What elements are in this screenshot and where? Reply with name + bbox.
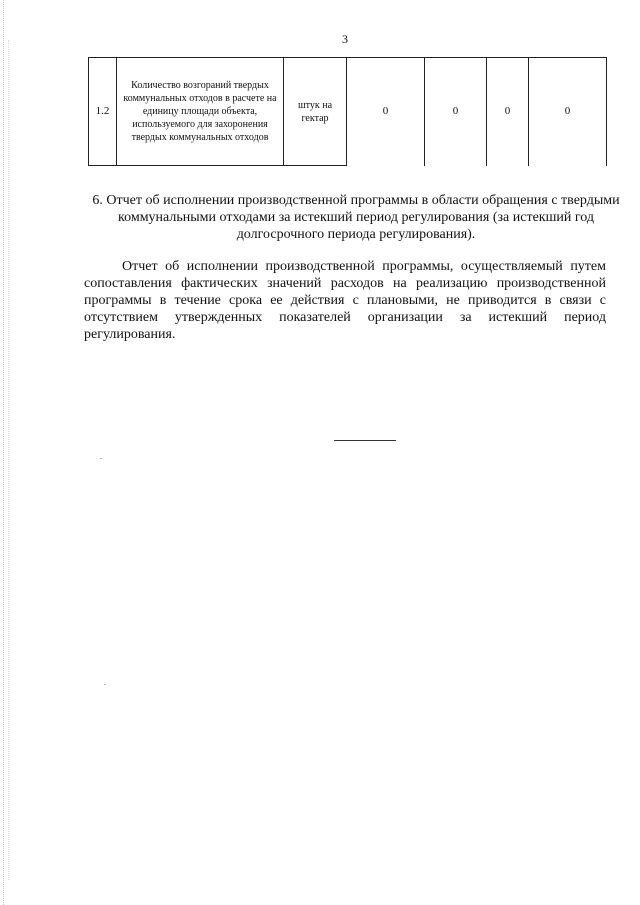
value-cell: 0 — [529, 58, 607, 166]
section-paragraph: Отчет об исполнении производственной программы, осуществляемый путем сопоставления фактических значений расходов на реализацию производственной программы в течение срока ее действия с плановыми, не приводится в связи с отсутствием утвержденных показателей организации за истекший период регулирования. — [84, 259, 606, 342]
unit-cell: штук на гектар — [284, 58, 347, 166]
value-cell: 0 — [347, 58, 425, 166]
indicator-table — [88, 57, 607, 166]
section-title: 6. Отчет об исполнении производственной программы в области обращения с твердыми коммунальными отходами за истекший период регулирования (за истекший год долгосрочного периода регулирования). — [92, 193, 620, 242]
row-number: 1.2 — [89, 58, 117, 166]
table-row — [89, 58, 607, 166]
value-cell: 0 — [425, 58, 487, 166]
page-number: 3 — [342, 32, 348, 46]
value-cell: 0 — [487, 58, 529, 166]
scan-left-edge-inner — [8, 40, 11, 880]
scan-speck — [100, 458, 102, 459]
indicator-name: Количество возгораний твердых коммунальных отходов в расчете на единицу площади объекта, используемого для захоронения твердых коммунальных отходов — [117, 58, 284, 166]
scan-speck — [104, 684, 106, 685]
end-divider — [334, 440, 396, 441]
